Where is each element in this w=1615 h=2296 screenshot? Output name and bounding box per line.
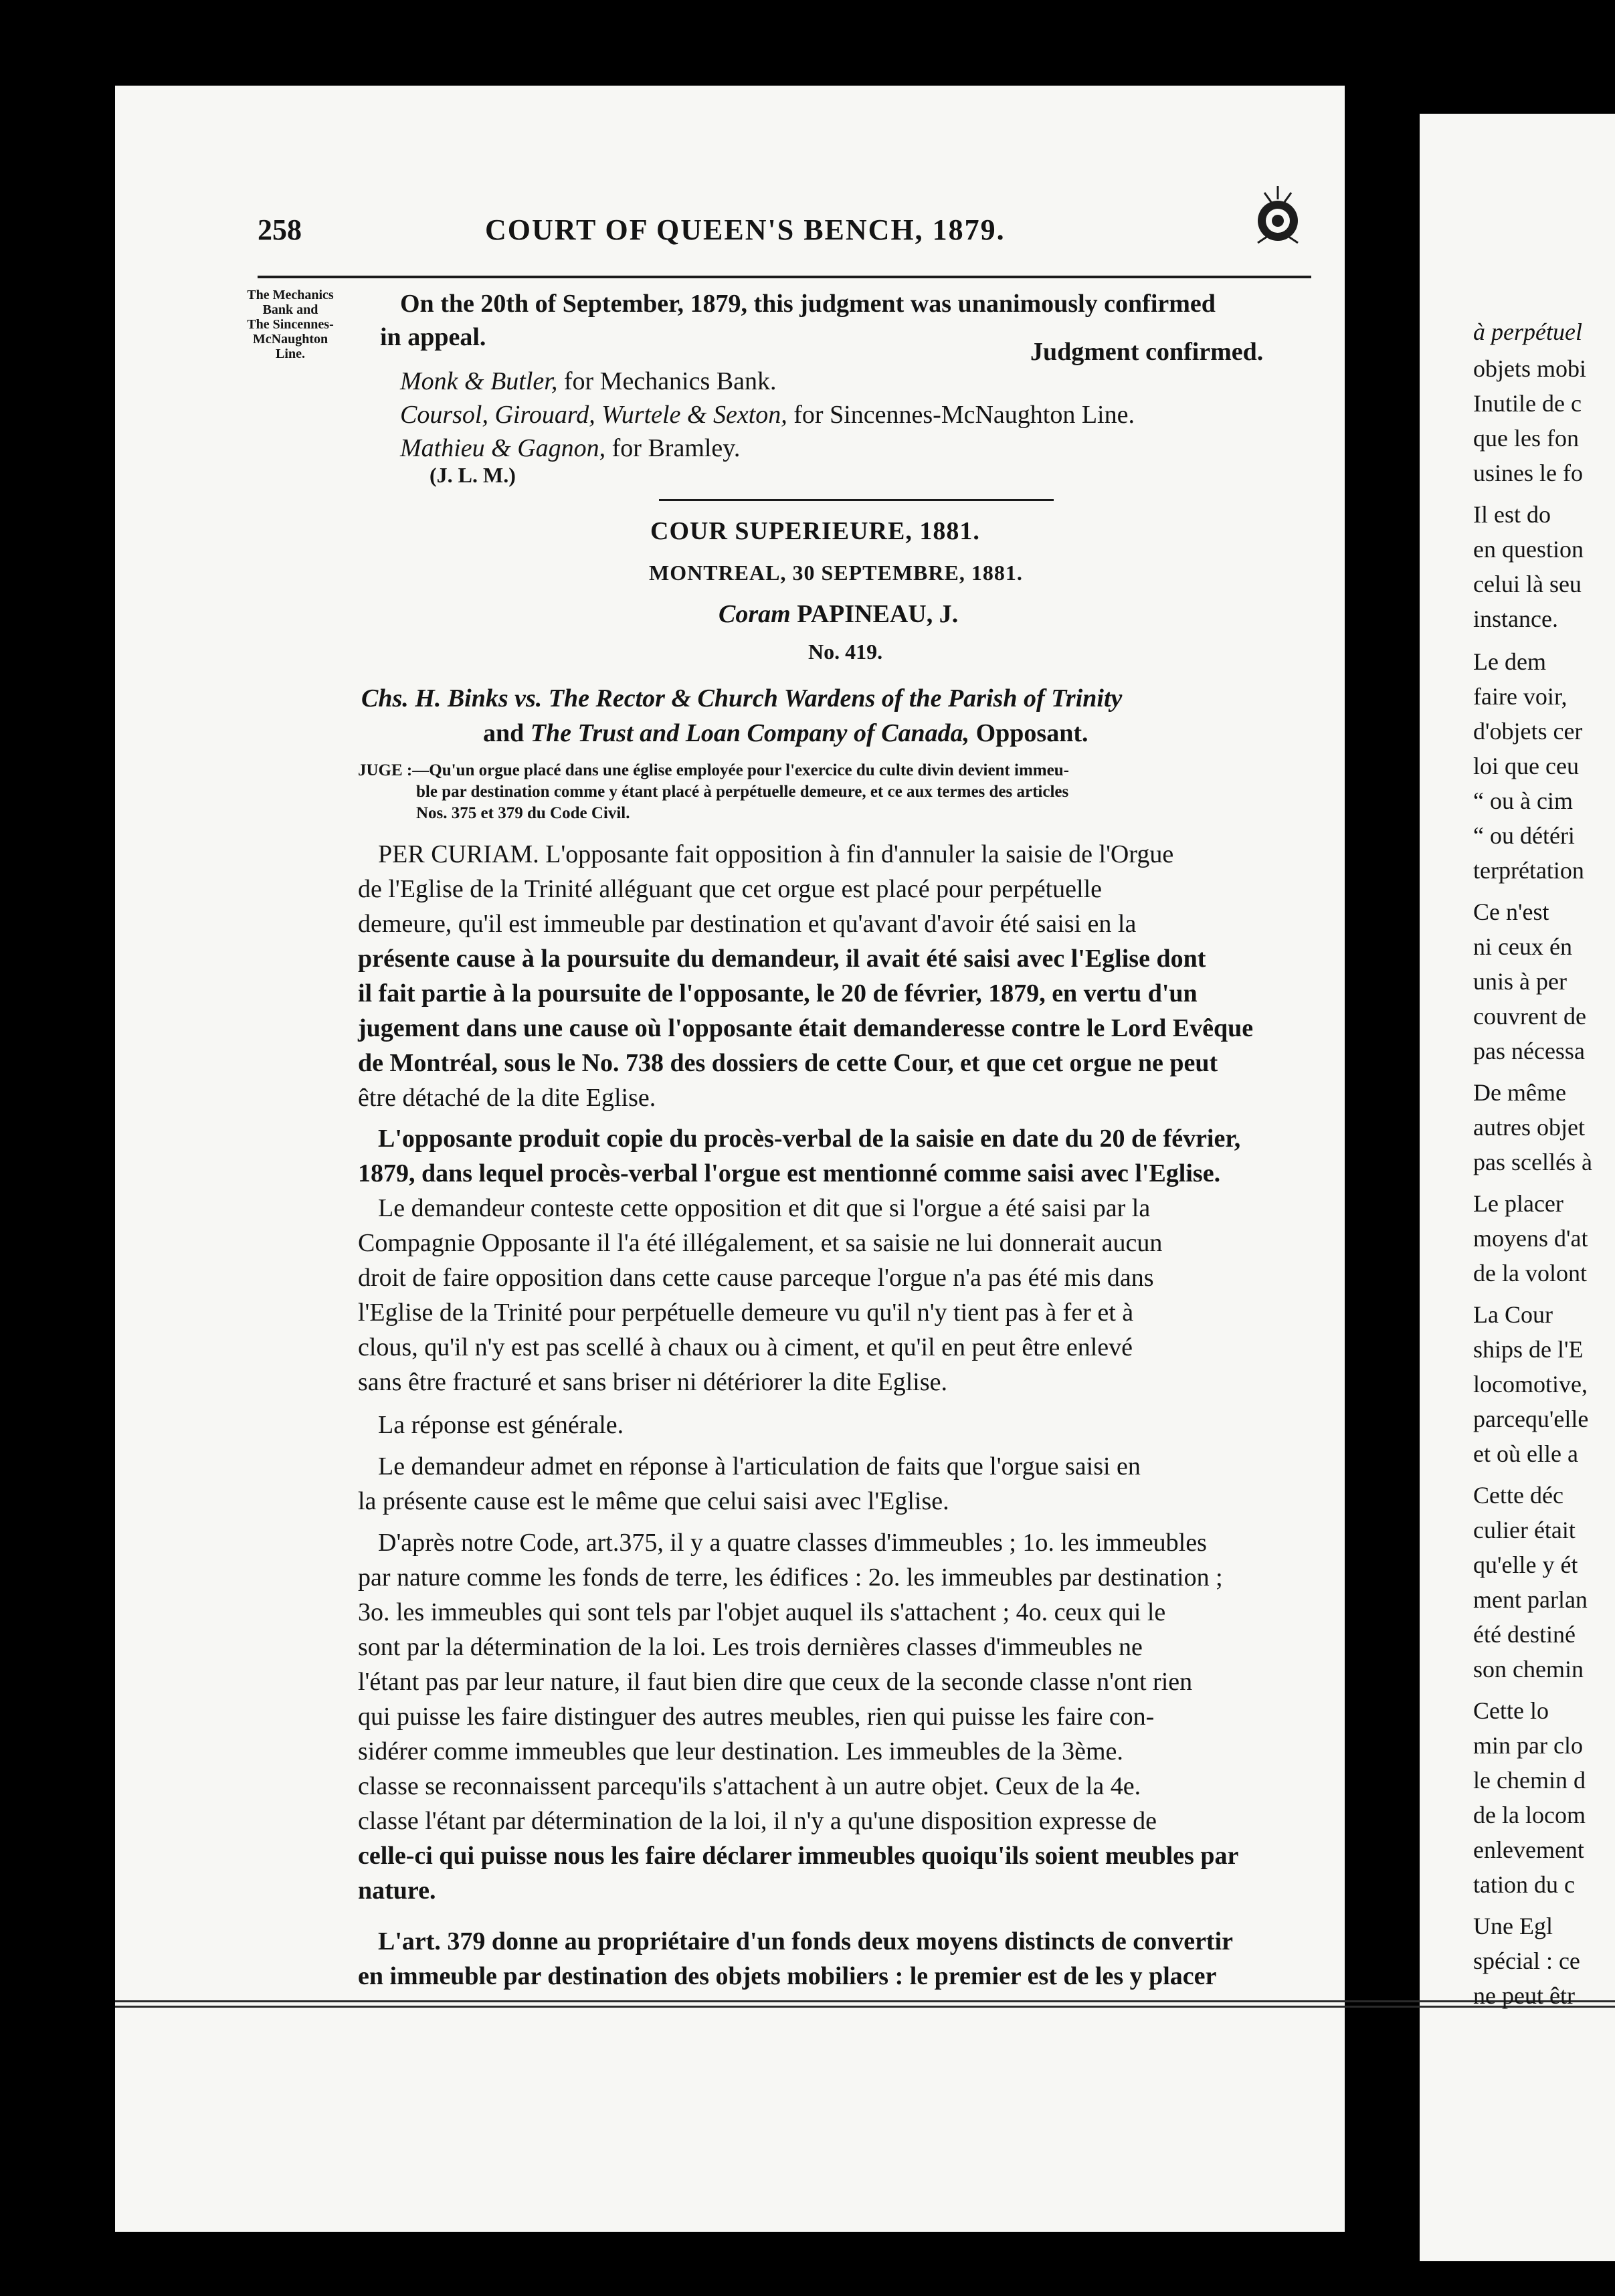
next-page-fragment: loi que ceu <box>1473 753 1579 779</box>
counsel-role: for Bramley. <box>605 434 741 462</box>
body-line: droit de faire opposition dans cette cause parceque l'orgue n'a pas été mis dans <box>358 1264 1154 1292</box>
next-page-fragment: pas nécessa <box>1473 1038 1585 1064</box>
body-line: qui puisse les faire distinguer des autres meubles, rien qui puisse les faire con- <box>358 1703 1155 1731</box>
parties-line-1: Chs. H. Binks vs. The Rector & Church Wardens of the Parish of Trinity <box>361 684 1123 712</box>
next-page-fragment: faire voir, <box>1473 683 1568 710</box>
section-rule <box>659 499 1054 501</box>
next-page-fragment: ne peut êtr <box>1473 1982 1575 2009</box>
headnote-line: ble par destination comme y étant placé à perpétuelle demeure, et ce aux termes des articles <box>416 783 1069 801</box>
next-page-fragment: ment parlan <box>1473 1586 1588 1613</box>
body-line: nature. <box>358 1877 436 1905</box>
place-date: MONTREAL, 30 SEPTEMBRE, 1881. <box>649 561 1023 585</box>
body-line: 1879, dans lequel procès-verbal l'orgue est mentionné comme saisi avec l'Eglise. <box>358 1159 1221 1187</box>
body-line: de Montréal, sous le No. 738 des dossiers de cette Cour, et que cet orgue ne peut <box>358 1049 1218 1077</box>
body-line: l'étant pas par leur nature, il faut bien dire que ceux de la seconde classe n'ont rien <box>358 1668 1193 1696</box>
next-page-fragment: Inutile de c <box>1473 390 1582 417</box>
parties-line-2 <box>483 719 1088 748</box>
next-page-fragment: et où elle a <box>1473 1440 1578 1467</box>
ink-seal-mark <box>1238 179 1311 266</box>
next-page-fragment: instance. <box>1473 605 1558 632</box>
next-page-fragment: De même <box>1473 1079 1566 1106</box>
body-line: Le demandeur admet en réponse à l'articulation de faits que l'orgue saisi en <box>378 1452 1141 1480</box>
page-gutter <box>1380 114 1383 2261</box>
next-page-fragment: Ce n'est <box>1473 898 1549 925</box>
margin-note-line: The Mechanics <box>247 288 334 302</box>
next-page-fragment: celui là seu <box>1473 571 1582 597</box>
margin-note-line: McNaughton <box>252 332 328 347</box>
next-page-fragment: autres objet <box>1473 1114 1585 1141</box>
body-line: D'après notre Code, art.375, il y a quatre classes d'immeubles ; 1o. les immeubles <box>378 1529 1207 1557</box>
counsel-names: Coursol, Girouard, Wurtele & Sexton, <box>400 401 787 429</box>
bottom-rule <box>115 2000 1615 2002</box>
body-line: sans être fracturé et sans briser ni détériorer la dite Eglise. <box>358 1368 948 1396</box>
next-page-fragment: Une Egl <box>1473 1913 1553 1939</box>
running-head: COURT OF QUEEN'S BENCH, 1879. <box>485 213 1006 246</box>
court-title: COUR SUPERIEURE, 1881. <box>650 517 980 545</box>
counsel-role: for Mechanics Bank. <box>557 367 777 395</box>
next-page-fragment: moyens d'at <box>1473 1225 1588 1252</box>
body-line: jugement dans une cause où l'opposante était demanderesse contre le Lord Evêque <box>358 1014 1254 1042</box>
next-page-fragment: d'objets cer <box>1473 718 1583 745</box>
parties-role: Opposant. <box>969 719 1088 747</box>
next-page-fragment: ni ceux én <box>1473 933 1572 960</box>
margin-note-line: Bank and <box>262 302 318 317</box>
next-page-fragment: ships de l'E <box>1473 1336 1584 1363</box>
counsel-names: Monk & Butler, <box>400 367 558 395</box>
intro-line-1: On the 20th of September, 1879, this judgment was unanimously confirmed <box>400 290 1216 318</box>
body-line: en immeuble par destination des objets mobiliers : le premier est de les y placer <box>358 1962 1217 1990</box>
coram <box>719 599 958 629</box>
next-page-fragment: que les fon <box>1473 425 1579 452</box>
margin-note-line: The Sincennes- <box>247 317 334 332</box>
body-line: 3o. les immeubles qui sont tels par l'objet auquel ils s'attachent ; 4o. ceux qui le <box>358 1598 1166 1626</box>
next-page-fragment: à perpétuel <box>1473 318 1582 345</box>
body-line: clous, qu'il n'y est pas scellé à chaux ou à ciment, et qu'il en peut être enlevé <box>358 1333 1133 1361</box>
next-page-fragment: usines le fo <box>1473 460 1583 486</box>
next-page-fragment: unis à per <box>1473 968 1567 995</box>
body-line: l'Eglise de la Trinité pour perpétuelle demeure vu qu'il n'y tient pas à fer et à <box>358 1299 1134 1327</box>
next-page-fragment: en question <box>1473 536 1584 563</box>
counsel-names: Mathieu & Gagnon, <box>400 434 606 462</box>
next-page-fragment: spécial : ce <box>1473 1947 1580 1974</box>
next-page-fragment: “ ou détéri <box>1473 822 1575 849</box>
page-number: 258 <box>258 213 302 246</box>
next-page-fragment: qu'elle y ét <box>1473 1551 1578 1578</box>
body-line: Compagnie Opposante il l'a été illégalement, et sa saisie ne lui donnerait aucun <box>358 1229 1163 1257</box>
body-line: de l'Eglise de la Trinité alléguant que cet orgue est placé pour perpétuelle <box>358 875 1103 903</box>
body-line: classe se reconnaissent parcequ'ils s'attachent à un autre objet. Ceux de la 4e. <box>358 1772 1141 1800</box>
body-line: sont par la détermination de la loi. Les trois dernières classes d'immeubles ne <box>358 1633 1143 1661</box>
intro-line-2: in appeal. <box>380 323 486 351</box>
next-page-fragment: de la locom <box>1473 1802 1586 1828</box>
body-line: L'art. 379 donne au propriétaire d'un fonds deux moyens distincts de convertir <box>378 1927 1234 1955</box>
body-line: La réponse est générale. <box>378 1411 624 1439</box>
body-line: PER CURIAM. L'opposante fait opposition à fin d'annuler la saisie de l'Orgue <box>378 840 1174 868</box>
coram-judge: PAPINEAU, J. <box>797 600 959 628</box>
headnote-line: Nos. 375 et 379 du Code Civil. <box>416 804 630 822</box>
next-page-fragment: Cette déc <box>1473 1482 1563 1509</box>
next-page-fragment: de la volont <box>1473 1260 1587 1286</box>
body-line: présente cause à la poursuite du demandeur, il avait été saisi avec l'Eglise dont <box>358 945 1206 973</box>
body-line: Le demandeur conteste cette opposition et dit que si l'orgue a été saisi par la <box>378 1194 1151 1222</box>
next-page-fragment: terprétation <box>1473 857 1584 884</box>
counsel-line <box>400 367 776 396</box>
next-page-fragment: “ ou à cim <box>1473 787 1573 814</box>
next-page-fragment: Cette lo <box>1473 1697 1549 1724</box>
next-page-fragment: Il est do <box>1473 501 1551 528</box>
margin-note-line: Line. <box>276 347 305 361</box>
next-page-fragment: parcequ'elle <box>1473 1406 1589 1432</box>
parties-and: and <box>483 719 531 747</box>
body-line: demeure, qu'il est immeuble par destination et qu'avant d'avoir été saisi en la <box>358 910 1137 938</box>
body-line: classe l'étant par détermination de la loi, il n'y a qu'une disposition expresse de <box>358 1807 1157 1835</box>
body-line: il fait partie à la poursuite de l'opposante, le 20 de février, 1879, en vertu d'un <box>358 979 1198 1008</box>
next-page-fragment: min par clo <box>1473 1732 1583 1759</box>
body-line: par nature comme les fonds de terre, les édifices : 2o. les immeubles par destination ; <box>358 1563 1223 1592</box>
body-line: celle-ci qui puisse nous les faire déclarer immeubles quoiqu'ils soient meubles par <box>358 1842 1239 1870</box>
counsel-line <box>400 434 740 463</box>
header-rule <box>258 276 1311 278</box>
bottom-rule <box>115 2006 1615 2008</box>
next-page-fragment: La Cour <box>1473 1301 1553 1328</box>
body-line: sidérer comme immeubles que leur destination. Les immeubles de la 3ème. <box>358 1737 1123 1765</box>
next-page-fragment: son chemin <box>1473 1656 1584 1683</box>
body-line: L'opposante produit copie du procès-verbal de la saisie en date du 20 de février, <box>378 1125 1241 1153</box>
judgment-confirmed: Judgment confirmed. <box>1030 338 1264 366</box>
next-page-fragment: locomotive, <box>1473 1371 1588 1398</box>
margin-note <box>201 288 380 361</box>
next-page-fragment: Le placer <box>1473 1190 1563 1217</box>
case-number: No. 419. <box>808 640 883 664</box>
counsel-role: for Sincennes-McNaughton Line. <box>787 401 1135 429</box>
next-page-fragment: pas scellés à <box>1473 1149 1592 1175</box>
parties-company: The Trust and Loan Company of Canada, <box>530 719 970 747</box>
counsel-line <box>400 400 1135 429</box>
next-page-fragment: culier était <box>1473 1517 1576 1543</box>
next-page-fragment: été destiné <box>1473 1621 1576 1648</box>
next-page-fragment: enlevement <box>1473 1836 1584 1863</box>
headnote-line: JUGE :—Qu'un orgue placé dans une église employée pour l'exercice du culte divin devient immeu- <box>358 761 1069 779</box>
body-line: être détaché de la dite Eglise. <box>358 1084 656 1112</box>
next-page-fragment: le chemin d <box>1473 1767 1586 1794</box>
next-page-fragment: Le dem <box>1473 648 1546 675</box>
next-page-fragment: objets mobi <box>1473 355 1586 382</box>
reporter-initials: (J. L. M.) <box>430 463 516 487</box>
body-line: la présente cause est le même que celui saisi avec l'Eglise. <box>358 1487 949 1515</box>
coram-word: Coram <box>719 600 791 628</box>
next-page-fragment: couvrent de <box>1473 1003 1586 1030</box>
next-page-fragment: tation du c <box>1473 1871 1575 1898</box>
